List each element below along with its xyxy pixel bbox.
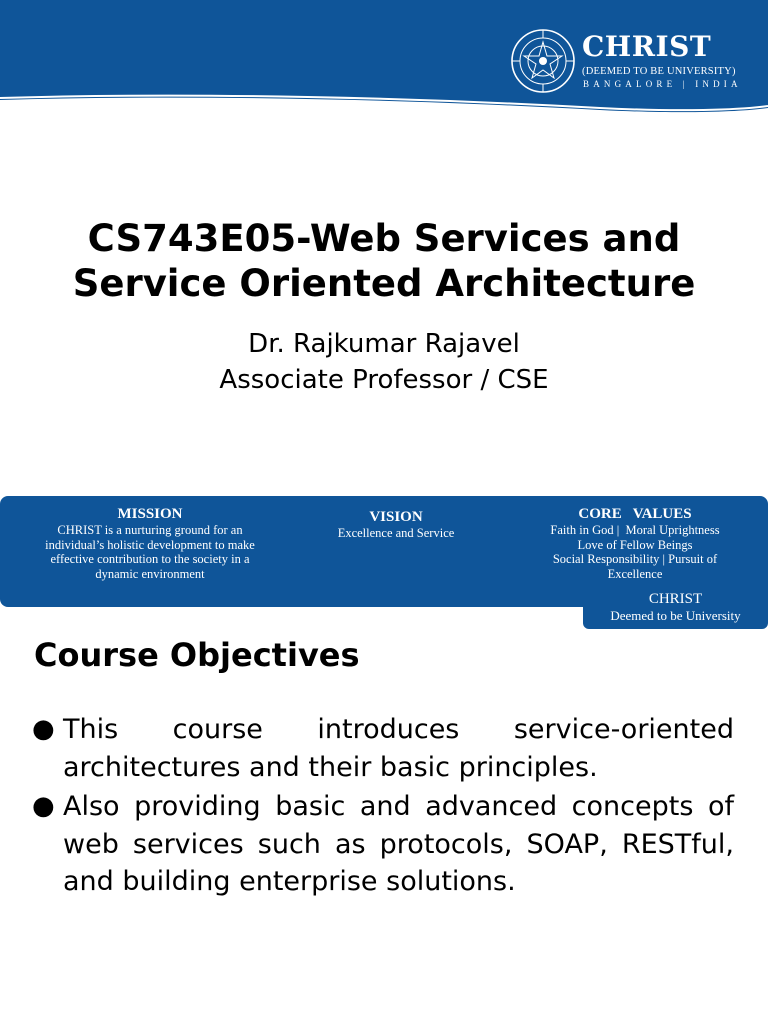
bullet-text: Also providing basic and advanced concepts of web services such as protocols, SOAP, RESTful, and building enterprise solutions. <box>63 791 734 897</box>
author-block <box>0 326 768 398</box>
core-values-column <box>522 505 748 581</box>
vision-text: Excellence and Service <box>337 526 455 540</box>
bullet-text: This course introduces service-oriented architectures and their basic principles. <box>63 714 734 783</box>
mission-line: CHRIST is a nurturing ground for an <box>57 523 243 537</box>
course-objectives-heading: Course Objectives <box>34 636 360 674</box>
course-objectives-list <box>32 711 734 903</box>
list-item <box>32 788 734 901</box>
deemed-tab-line-1: CHRIST <box>648 591 703 607</box>
mission-heading: MISSION <box>117 506 183 522</box>
university-seal-icon <box>510 28 576 94</box>
title-line-1: CS743E05-Web Services and <box>87 217 681 260</box>
author-name: Dr. Rajkumar Rajavel <box>248 329 520 359</box>
deemed-tab-line-2: Deemed to be University <box>610 608 741 623</box>
brand-subtitle: (DEEMED TO BE UNIVERSITY) <box>582 66 736 77</box>
mission-line: individual’s holistic development to make <box>45 537 255 552</box>
university-logo <box>510 26 750 98</box>
header-band <box>0 0 768 122</box>
core-values-line: Social Responsibility | Pursuit of <box>552 552 718 566</box>
mission-line: dynamic environment <box>95 566 205 581</box>
title-line-2: Service Oriented Architecture <box>72 262 696 305</box>
bullet-icon: ● <box>32 791 55 821</box>
list-item <box>32 711 734 786</box>
mission-column <box>18 505 282 581</box>
vision-column <box>312 508 480 541</box>
core-values-heading: CORE VALUES <box>578 506 692 522</box>
vision-heading: VISION <box>369 509 423 525</box>
deemed-university-tab <box>583 586 768 629</box>
mission-line: effective contribution to the society in a <box>50 552 250 566</box>
author-designation: Associate Professor / CSE <box>219 365 549 395</box>
brand-location: BANGALORE | INDIA <box>583 79 742 89</box>
brand-name: CHRIST <box>582 30 712 63</box>
bullet-icon: ● <box>32 714 55 744</box>
core-values-line: Faith in God | Moral Uprightness <box>550 523 720 537</box>
page-title <box>0 216 768 306</box>
core-values-line: Love of Fellow Beings <box>577 537 693 552</box>
core-values-line: Excellence <box>607 566 663 581</box>
